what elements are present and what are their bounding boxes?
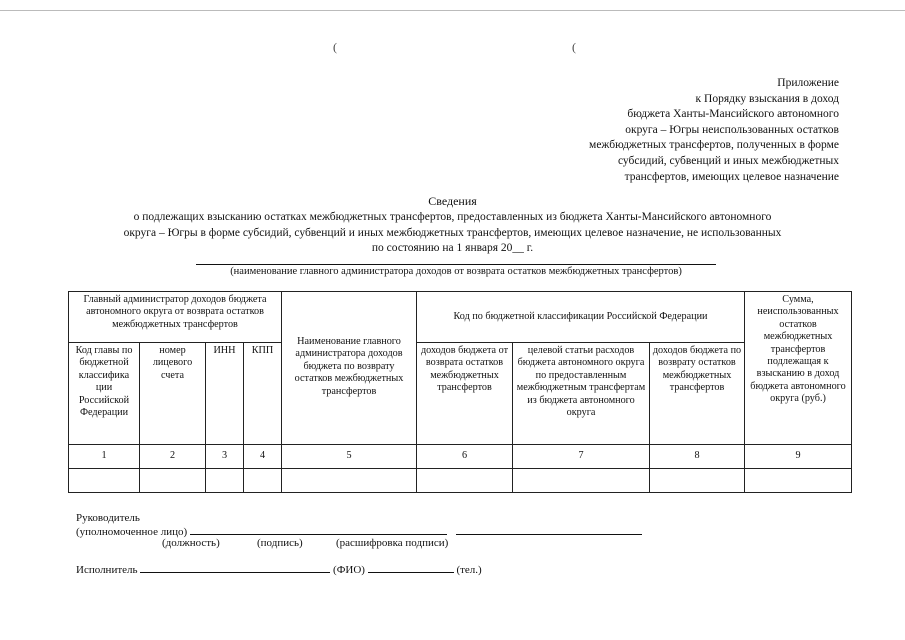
header-account-number: номер лицевого счета — [140, 343, 206, 445]
document-title: Сведения — [428, 194, 477, 208]
appendix-line: субсидий, субвенций и иных межбюджетных — [617, 154, 839, 167]
document-subtitle — [0, 210, 905, 257]
column-number: 3 — [206, 445, 244, 469]
scan-mark-right: ( — [572, 40, 576, 54]
appendix-line: к Порядку взыскания в доход — [695, 92, 839, 105]
appendix-line: межбюджетных трансфертов, полученных в форме — [589, 139, 839, 152]
column-number: 2 — [140, 445, 206, 469]
fio-label: (ФИО) — [333, 564, 365, 576]
phone-fill-line[interactable] — [368, 561, 454, 573]
data-cell[interactable] — [513, 469, 650, 493]
column-number: 7 — [513, 445, 650, 469]
executor-row — [76, 561, 482, 576]
data-cell[interactable] — [69, 469, 140, 493]
column-number: 8 — [650, 445, 745, 469]
scan-mark-left: ( — [333, 40, 337, 54]
appendix-line: бюджета Ханты-Мансийского автономного — [627, 108, 839, 121]
header-income-return: доходов бюджета от возврата остатков межбюджетных трансфертов — [417, 343, 513, 445]
scan-top-border — [0, 10, 905, 11]
data-table — [68, 291, 852, 493]
head-label: Руководитель — [76, 512, 140, 524]
data-cell[interactable] — [244, 469, 282, 493]
data-cell[interactable] — [417, 469, 513, 493]
authorized-row — [76, 523, 642, 538]
data-cell[interactable] — [140, 469, 206, 493]
header-chapter-code: Код главы по бюджетной классифика ции Российской Федерации — [69, 343, 140, 445]
sign-caption: (подпись) — [257, 537, 303, 549]
executor-name-fill-line[interactable] — [140, 561, 330, 573]
header-target-article: целевой статьи расходов бюджета автономного округа по предоставленным межбюджетным трансфертам из бюджета автономного округа — [513, 343, 650, 445]
appendix-line: Приложение — [777, 77, 839, 89]
data-cell[interactable] — [282, 469, 417, 493]
column-number: 6 — [417, 445, 513, 469]
position-caption: (должность) — [162, 537, 220, 549]
subtitle-line: округа – Югры в форме субсидий, субвенций и иных межбюджетных трансфертов, имеющих целевое назначение, не использованных — [123, 226, 782, 239]
data-cell[interactable] — [206, 469, 244, 493]
admin-name-caption: (наименование главного администратора доходов от возврата остатков межбюджетных трансфертов) — [230, 266, 682, 277]
table-row — [69, 469, 852, 493]
appendix-line: трансфертов, имеющих целевое назначение — [624, 170, 839, 183]
header-admin-name: Наименование главного администратора доходов бюджета по возврату остатков межбюджетных трансфертов — [282, 292, 417, 445]
column-number: 1 — [69, 445, 140, 469]
appendix-block — [509, 76, 839, 185]
decode-fill-line[interactable] — [456, 523, 642, 535]
data-cell[interactable] — [745, 469, 852, 493]
admin-name-fill-line[interactable] — [196, 264, 716, 265]
column-number: 9 — [745, 445, 852, 469]
header-income-by-return: доходов бюджета по возврату остатков межбюджетных трансфертов — [650, 343, 745, 445]
header-kpp: КПП — [244, 343, 282, 445]
header-inn: ИНН — [206, 343, 244, 445]
column-number: 4 — [244, 445, 282, 469]
executor-label: Исполнитель — [76, 564, 138, 576]
column-number: 5 — [282, 445, 417, 469]
header-sum: Сумма, неиспользованных остатков межбюджетных трансфертов подлежащая к взысканию в доход бюджета автономного округа (руб.) — [745, 292, 852, 445]
decode-caption: (расшифровка подписи) — [336, 537, 449, 549]
tel-label: (тел.) — [456, 564, 482, 576]
position-fill-line[interactable] — [190, 523, 447, 535]
authorized-label: (уполномоченное лицо) — [76, 526, 188, 538]
subtitle-line: о подлежащих взысканию остатках межбюджетных трансфертов, предоставленных из бюджета Ханты-Мансийского автономного — [133, 211, 772, 223]
data-cell[interactable] — [650, 469, 745, 493]
appendix-line: округа – Югры неиспользованных остатков — [625, 123, 839, 136]
header-admin-group: Главный администратор доходов бюджета автономного округа от возврата остатков межбюджетных трансфертов — [69, 292, 282, 343]
header-code-group: Код по бюджетной классификации Российской Федерации — [417, 292, 745, 343]
subtitle-line: по состоянию на 1 января 20__ г. — [371, 242, 534, 254]
